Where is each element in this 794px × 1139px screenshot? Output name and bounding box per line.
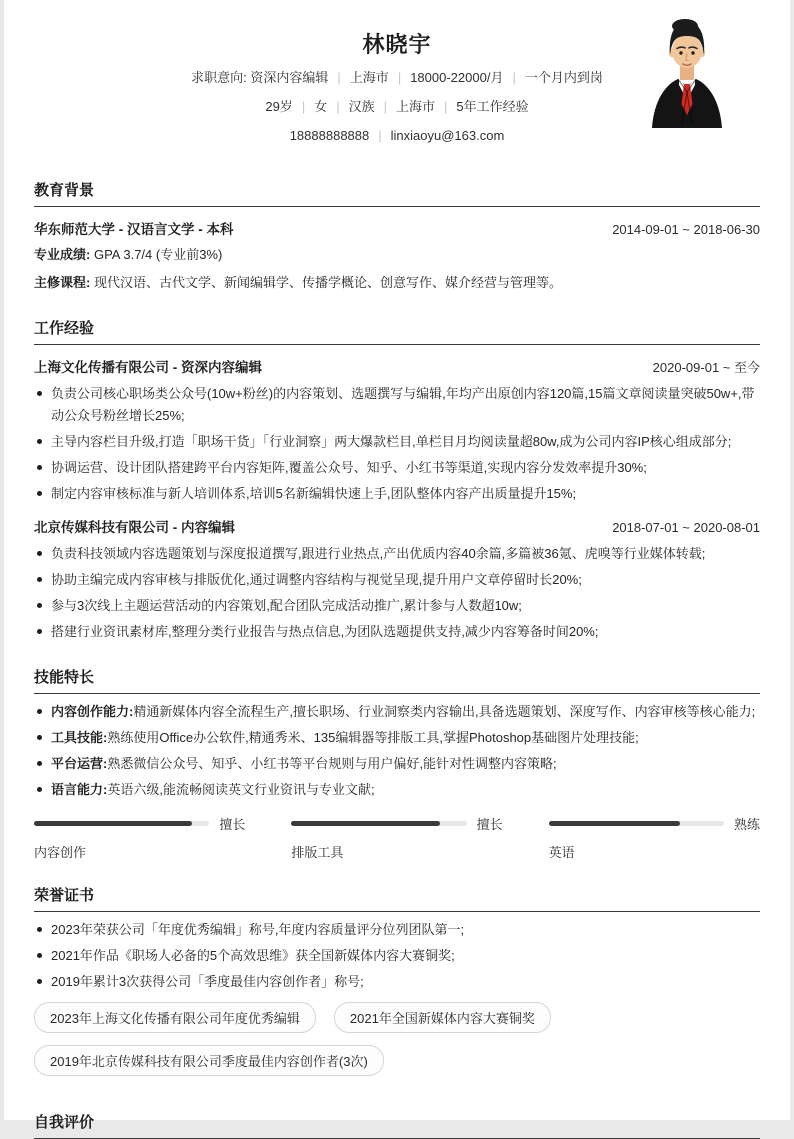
profile-photo: [644, 12, 732, 128]
separator: |: [336, 99, 340, 114]
section-title-education: 教育背景: [34, 179, 760, 207]
honor-bullet: 2023年荣获公司「年度优秀编辑」称号,年度内容质量评分位列团队第一;: [34, 919, 760, 941]
education-period: 2014-09-01 ~ 2018-06-30: [612, 222, 760, 237]
section-honors: [34, 884, 760, 1088]
skill-bullet: 语言能力:英语六级,能流畅阅读英文行业资讯与专业文献;: [34, 779, 760, 801]
section-title-skills: 技能特长: [34, 666, 760, 694]
job-entry-header: [34, 516, 760, 536]
job-bullet: 主导内容栏目升级,打造「职场干货」「行业洞察」两大爆款栏目,单栏目月均阅读量超80w,成为公司内容IP核心组成部分;: [34, 431, 760, 453]
education-school: 华东师范大学 - 汉语言文学 - 本科: [34, 222, 234, 237]
skill-bar-group: [549, 814, 760, 861]
profile-photo-illustration: [644, 12, 732, 128]
job-bullet-list: [34, 543, 760, 643]
job-bullet: 参与3次线上主题运营活动的内容策划,配合团队完成活动推广,累计参与人数超10w;: [34, 595, 760, 617]
separator: |: [301, 99, 306, 114]
section-title-honors: 荣誉证书: [34, 884, 760, 912]
section-work-experience: [34, 317, 760, 643]
skill-name: 排版工具: [291, 845, 344, 860]
section-skills: [34, 666, 760, 861]
skill-bars: [34, 814, 760, 861]
skill-bar-fill: [549, 821, 680, 826]
job-intent-line: 求职意向: 资深内容编辑 | 上海市 | 18000-22000/月 | 一个月内到岗: [191, 70, 603, 85]
section-education: [34, 179, 760, 294]
job-intent-prefix: 求职意向:: [191, 70, 247, 85]
skill-name: 英语: [548, 845, 575, 860]
section-self-evaluation: [34, 1111, 760, 1139]
job-title: 北京传媒科技有限公司 - 内容编辑: [34, 520, 235, 535]
skill-bullet: 内容创作能力:精通新媒体内容全流程生产,擅长职场、行业洞察类内容输出,具备选题策划、深度写作、内容审核等核心能力;: [34, 701, 760, 723]
skill-level-label: 熟练: [733, 817, 760, 832]
honor-bullet: 2019年累计3次获得公司「季度最佳内容创作者」称号;: [34, 971, 760, 993]
job-title: 上海文化传播有限公司 - 资深内容编辑: [34, 360, 262, 375]
phone-number: 18888888888: [289, 128, 370, 143]
education-entry: [34, 218, 760, 238]
skill-bullet: 平台运营:熟悉微信公众号、知乎、小红书等平台规则与用户偏好,能针对性调整内容策略;: [34, 753, 760, 775]
section-title-work: 工作经验: [34, 317, 760, 345]
honor-badge: 2021年全国新媒体内容大赛铜奖: [334, 1002, 551, 1033]
skill-bar-track: [34, 821, 209, 826]
job-entry-header: [34, 356, 760, 376]
job-period: 2018-07-01 ~ 2020-08-01: [612, 520, 760, 535]
job-period: 2020-09-01 ~ 至今: [652, 360, 760, 375]
resume-page: [4, 0, 790, 1131]
separator: |: [444, 99, 448, 114]
separator: |: [383, 99, 388, 114]
resume-header: [34, 24, 760, 156]
basic-info-line: 29岁 | 女 | 汉族 | 上海市 | 5年工作经验: [265, 99, 529, 114]
skill-bar-fill: [291, 821, 440, 826]
education-gpa-row: 专业成绩: GPA 3.7/4 (专业前3%): [34, 247, 223, 262]
job-bullet: 制定内容审核标准与新人培训体系,培训5名新编辑快速上手,团队整体内容产出质量提升15%;: [34, 483, 760, 505]
skill-level-label: 擅长: [476, 817, 503, 832]
honor-badges: [34, 1002, 760, 1088]
honor-bullet-list: [34, 919, 760, 993]
contact-line: [34, 126, 760, 146]
separator: |: [337, 70, 341, 85]
separator: |: [397, 70, 402, 85]
email-address: linxiaoyu@163.com: [390, 128, 505, 143]
honor-badge: 2023年上海文化传播有限公司年度优秀编辑: [34, 1002, 316, 1033]
separator: |: [512, 70, 516, 85]
job-bullet: 协助主编完成内容审核与排版优化,通过调整内容结构与视觉呈现,提升用户文章停留时长20%;: [34, 569, 760, 591]
section-title-self-evaluation: 自我评价: [34, 1111, 760, 1139]
skill-bar-fill: [34, 821, 192, 826]
skill-name: 内容创作: [34, 845, 87, 860]
candidate-name: 林晓宇: [362, 32, 432, 57]
job-bullet: 负责科技领域内容选题策划与深度报道撰写,跟进行业热点,产出优质内容40余篇,多篇被36氪、虎嗅等行业媒体转载;: [34, 543, 760, 565]
honor-badge: 2019年北京传媒科技有限公司季度最佳内容创作者(3次): [34, 1045, 384, 1076]
job-bullet-list: [34, 383, 760, 505]
skill-bar-track: [549, 821, 724, 826]
skill-bar-group: [291, 814, 502, 861]
skill-bar-track: [291, 821, 466, 826]
honor-bullet: 2021年作品《职场人必备的5个高效思维》获全国新媒体内容大赛铜奖;: [34, 945, 760, 967]
skill-bullet-list: [34, 701, 760, 801]
skill-bar-group: [34, 814, 245, 861]
skill-bullet: 工具技能:熟练使用Office办公软件,精通秀米、135编辑器等排版工具,掌握Photoshop基础图片处理技能;: [34, 727, 760, 749]
job-bullet: 负责公司核心职场类公众号(10w+粉丝)的内容策划、选题撰写与编辑,年均产出原创内容120篇,15篇文章阅读量突破50w+,带动公众号粉丝增长25%;: [34, 383, 760, 427]
job-bullet: 搭建行业资讯素材库,整理分类行业报告与热点信息,为团队选题提供支持,减少内容筹备时间20%;: [34, 621, 760, 643]
education-courses-row: 主修课程: 现代汉语、古代文学、新闻编辑学、传播学概论、创意写作、媒介经营与管理等。: [34, 275, 562, 290]
separator: |: [378, 128, 382, 143]
job-bullet: 协调运营、设计团队搭建跨平台内容矩阵,覆盖公众号、知乎、小红书等渠道,实现内容分发效率提升30%;: [34, 457, 760, 479]
skill-level-label: 擅长: [219, 817, 246, 832]
